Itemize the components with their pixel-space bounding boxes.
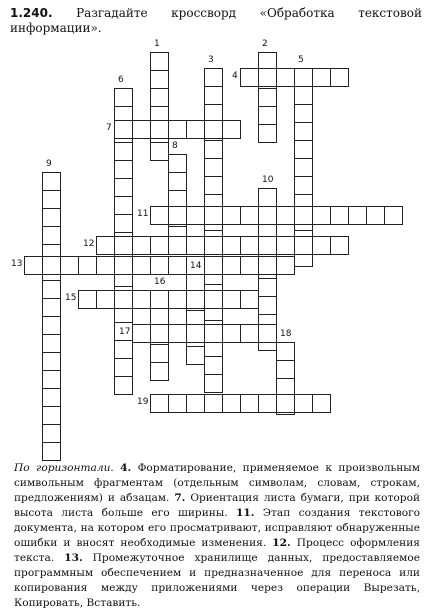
crossword-cell xyxy=(258,256,277,275)
clue-number: 11. xyxy=(236,507,255,519)
crossword-cell xyxy=(132,236,151,255)
crossword-number: 2 xyxy=(262,39,268,49)
task-number: 1.240. xyxy=(10,6,53,20)
crossword-cell xyxy=(204,236,223,255)
crossword-number: 7 xyxy=(106,123,112,133)
crossword-cell xyxy=(294,122,313,141)
crossword-cell xyxy=(96,256,115,275)
crossword-cell xyxy=(330,206,349,225)
crossword-cell xyxy=(204,374,223,393)
crossword-cell xyxy=(150,344,169,363)
crossword-number: 18 xyxy=(280,329,292,339)
crossword-number: 6 xyxy=(118,75,124,85)
crossword-cell xyxy=(42,316,61,335)
crossword-cell xyxy=(114,290,133,309)
crossword-cell xyxy=(240,68,259,87)
crossword-cell xyxy=(150,52,169,71)
crossword-cell xyxy=(150,236,169,255)
crossword-cell xyxy=(168,256,187,275)
crossword-cell xyxy=(204,120,223,139)
crossword-cell xyxy=(330,68,349,87)
crossword-cell xyxy=(114,142,133,161)
clue-text: Процесс оформления текста. xyxy=(14,537,420,564)
crossword-cell xyxy=(294,140,313,159)
crossword-cell xyxy=(258,236,277,255)
crossword-cell xyxy=(240,324,259,343)
crossword-cell xyxy=(240,256,259,275)
crossword-cell xyxy=(204,324,223,343)
crossword-cell xyxy=(42,406,61,425)
crossword-number: 17 xyxy=(119,327,131,337)
crossword-cell xyxy=(42,370,61,389)
clue-text: Этап создания текстового документа, на котором его просматривают, исправляют обнаруженные ошибки и вносят необходимые изменения. xyxy=(14,507,420,549)
crossword-cell xyxy=(150,70,169,89)
crossword-cell xyxy=(222,120,241,139)
crossword-cell xyxy=(330,236,349,255)
crossword-number: 1 xyxy=(154,39,160,49)
crossword-cell xyxy=(168,236,187,255)
crossword-cell xyxy=(204,86,223,105)
crossword-number: 8 xyxy=(172,141,178,151)
crossword-cell xyxy=(294,176,313,195)
crossword-cell xyxy=(258,124,277,143)
crossword-cell xyxy=(276,236,295,255)
clues-section xyxy=(14,461,420,611)
crossword-number: 15 xyxy=(65,293,77,303)
crossword-number: 4 xyxy=(232,71,238,81)
crossword-cell xyxy=(258,278,277,297)
crossword-cell xyxy=(204,176,223,195)
crossword-cell xyxy=(294,158,313,177)
crossword-cell xyxy=(96,290,115,309)
crossword-number: 3 xyxy=(208,55,214,65)
crossword-cell xyxy=(114,120,133,139)
crossword-cell xyxy=(240,206,259,225)
crossword-cell xyxy=(114,358,133,377)
crossword-number: 12 xyxy=(83,239,95,249)
crossword-cell xyxy=(204,356,223,375)
crossword-cell xyxy=(114,88,133,107)
crossword-cell xyxy=(258,106,277,125)
crossword-cell xyxy=(42,352,61,371)
crossword-cell xyxy=(312,68,331,87)
crossword-cell xyxy=(294,236,313,255)
crossword-cell xyxy=(78,256,97,275)
crossword-cell xyxy=(168,394,187,413)
crossword-cell xyxy=(186,290,205,309)
crossword-cell xyxy=(222,290,241,309)
crossword-cell xyxy=(42,424,61,443)
crossword-cell xyxy=(348,206,367,225)
crossword-cell xyxy=(132,324,151,343)
crossword-cell xyxy=(294,206,313,225)
crossword-cell xyxy=(168,120,187,139)
crossword-cell xyxy=(222,324,241,343)
crossword-number: 14 xyxy=(190,261,202,271)
crossword-cell xyxy=(42,280,61,299)
crossword-cell xyxy=(42,442,61,461)
crossword-cell xyxy=(42,334,61,353)
crossword-number: 11 xyxy=(137,209,149,219)
crossword-number: 10 xyxy=(262,175,274,185)
crossword-cell xyxy=(258,394,277,413)
crossword-cell xyxy=(222,206,241,225)
crossword-cell xyxy=(294,86,313,105)
clue-text: Промежуточное хранилище данных, предоставляемое программным обеспечением и предназначенное для переноса или копирования между приложениями через операции Вырезать, Копировать, Вставить. xyxy=(14,552,420,609)
crossword-cell xyxy=(150,120,169,139)
crossword-cell xyxy=(60,256,79,275)
crossword-cell xyxy=(168,290,187,309)
crossword-cell xyxy=(204,140,223,159)
crossword-cell xyxy=(204,394,223,413)
crossword-cell xyxy=(276,394,295,413)
clue-number: 12. xyxy=(272,537,291,549)
crossword-cell xyxy=(294,394,313,413)
crossword-cell xyxy=(42,256,61,275)
crossword-cell xyxy=(150,88,169,107)
crossword-cell xyxy=(24,256,43,275)
crossword-cell xyxy=(186,346,205,365)
crossword-cell xyxy=(312,236,331,255)
crossword-cell xyxy=(42,226,61,245)
crossword-cell xyxy=(258,188,277,207)
crossword-cell xyxy=(132,120,151,139)
crossword-cell xyxy=(240,290,259,309)
crossword-cell xyxy=(150,142,169,161)
task-title: Разгадайте кроссворд «Обработка текстовой информации». xyxy=(10,6,422,35)
crossword-cell xyxy=(186,120,205,139)
crossword-cell xyxy=(240,394,259,413)
crossword-cell xyxy=(168,154,187,173)
crossword-cell xyxy=(240,236,259,255)
crossword-cell xyxy=(96,236,115,255)
crossword-cell xyxy=(150,256,169,275)
crossword-cell xyxy=(258,296,277,315)
crossword-cell xyxy=(258,324,277,343)
crossword-cell xyxy=(42,298,61,317)
crossword-cell xyxy=(186,324,205,343)
crossword-cell xyxy=(276,256,295,275)
crossword-cell xyxy=(168,172,187,191)
crossword-cell xyxy=(312,394,331,413)
crossword-cell xyxy=(204,290,223,309)
crossword-cell xyxy=(258,88,277,107)
clue-number: 13. xyxy=(64,552,83,564)
crossword-number: 13 xyxy=(11,259,23,269)
crossword-cell xyxy=(186,394,205,413)
crossword-cell xyxy=(204,256,223,275)
crossword-cell xyxy=(114,196,133,215)
clues-heading: По горизонтали. xyxy=(14,462,114,474)
crossword-cell xyxy=(114,178,133,197)
clue-number: 7. xyxy=(174,492,186,504)
crossword-cell xyxy=(276,342,295,361)
crossword-cell xyxy=(132,290,151,309)
crossword-number: 19 xyxy=(137,397,149,407)
crossword-cell xyxy=(204,158,223,177)
crossword-cell xyxy=(114,256,133,275)
crossword-cell xyxy=(42,208,61,227)
crossword-cell xyxy=(150,362,169,381)
crossword-cell xyxy=(366,206,385,225)
crossword-cell xyxy=(150,394,169,413)
crossword-cell xyxy=(78,290,97,309)
crossword-number: 9 xyxy=(46,159,52,169)
crossword-cell xyxy=(258,68,277,87)
crossword-cell xyxy=(168,206,187,225)
crossword-cell xyxy=(222,256,241,275)
crossword-cell xyxy=(114,214,133,233)
crossword-cell xyxy=(204,68,223,87)
crossword-cell xyxy=(42,388,61,407)
crossword-cell xyxy=(276,360,295,379)
crossword-cell xyxy=(132,256,151,275)
crossword-cell xyxy=(186,206,205,225)
crossword-cell xyxy=(294,68,313,87)
crossword-cell xyxy=(312,206,331,225)
crossword-cell xyxy=(150,324,169,343)
crossword-cell xyxy=(222,394,241,413)
crossword-cell xyxy=(150,206,169,225)
crossword-cell xyxy=(294,104,313,123)
crossword-cell xyxy=(168,324,187,343)
crossword-cell xyxy=(42,190,61,209)
crossword-cell xyxy=(42,172,61,191)
crossword-cell xyxy=(204,206,223,225)
crossword-cell xyxy=(114,376,133,395)
clue-text: Ориентация листа бумаги, при которой высота листа больше его ширины. xyxy=(14,492,421,519)
crossword-cell xyxy=(186,236,205,255)
crossword-cell xyxy=(114,340,133,359)
crossword-cell xyxy=(114,160,133,179)
clue-text: Форматирование, применяемое к произвольным символьным фрагментам (отдельным символам, словам, строкам, предложениям) и абзацам. xyxy=(14,462,420,504)
crossword-cell xyxy=(276,68,295,87)
crossword-cell xyxy=(114,236,133,255)
clue-number: 4. xyxy=(120,462,132,474)
crossword-number: 16 xyxy=(154,277,166,287)
crossword-cell xyxy=(384,206,403,225)
crossword-cell xyxy=(276,206,295,225)
crossword-cell xyxy=(150,290,169,309)
crossword-cell xyxy=(222,236,241,255)
crossword-number: 5 xyxy=(298,55,304,65)
crossword-cell xyxy=(258,206,277,225)
